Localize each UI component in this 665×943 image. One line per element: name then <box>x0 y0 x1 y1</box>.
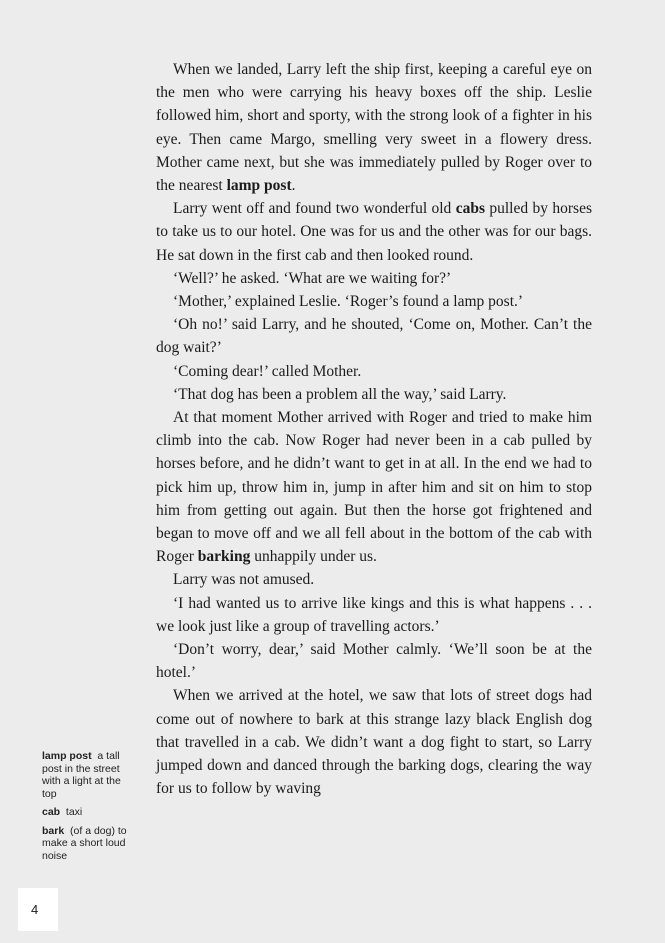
paragraph <box>156 360 592 383</box>
glossary-entry <box>42 750 134 800</box>
glossary-term: lamp post <box>42 750 92 762</box>
text-run: When we landed, Larry left the ship first, keeping a careful eye on the men who were carrying his heavy boxes off the ship. Leslie followed him, short and sporty, with the strong look of a fighter in his eye. Then came Margo, smelling very sweet in a flowery dress. Mother came next, but she was immediately pulled by Roger over to the nearest <box>156 61 592 195</box>
text-run: At that moment Mother arrived with Roger and tried to make him climb into the cab. Now Roger had never been in a cab pulled by horses before, and he didn’t want to get in at all. In the end we had to pick him up, throw him in, jump in after him and sit on him to stop him from getting out again. But then the horse got frightened and began to move off and we all fell about in the bottom of the cab with Roger <box>156 409 592 566</box>
text-run: pulled by horses to take us to our hotel. One was for us and the other was for our bags. He sat down in the first cab and then looked round. <box>156 200 592 264</box>
text-run: unhappily under us. <box>250 548 377 566</box>
text-run: ‘Oh no!’ said Larry, and he shouted, ‘Come on, Mother. Can’t the dog wait?’ <box>156 316 592 357</box>
text-run: Larry was not amused. <box>173 571 315 589</box>
text-run: ‘That dog has been a problem all the way,’ said Larry. <box>173 385 507 403</box>
paragraph <box>156 197 592 267</box>
glossary-definition: taxi <box>60 806 83 818</box>
glossary-entry <box>42 806 134 819</box>
glossary-word-bold: cabs <box>455 200 485 218</box>
text-run: ‘Coming dear!’ called Mother. <box>173 362 362 380</box>
glossary-definition: (of a dog) to make a short loud noise <box>42 824 127 862</box>
paragraph <box>156 638 592 684</box>
text-run: ‘Mother,’ explained Leslie. ‘Roger’s found a lamp post.’ <box>173 293 524 311</box>
page-number: 4 <box>31 902 39 917</box>
paragraph <box>156 290 592 313</box>
glossary-definition: a tall post in the street with a light at the top <box>42 750 121 800</box>
text-run: ‘I had wanted us to arrive like kings and this is what happens . . . we look just like a group of travelling actors.’ <box>156 594 592 635</box>
paragraph <box>156 58 592 197</box>
text-run: Larry went off and found two wonderful old <box>173 200 456 218</box>
body-text <box>156 58 592 801</box>
text-run: When we arrived at the hotel, we saw that lots of street dogs had come out of nowhere to bark at this strange lazy black English dog that travelled in a cab. We didn’t want a dog fight to start, so Larry jumped down and danced through the barking dogs, clearing the way for us to follow by waving <box>156 687 592 798</box>
paragraph <box>156 267 592 290</box>
paragraph <box>156 684 592 800</box>
glossary-word-bold: lamp post <box>226 177 292 195</box>
paragraph <box>156 313 592 359</box>
paragraph <box>156 383 592 406</box>
text-run: . <box>291 177 296 195</box>
paragraph <box>156 592 592 638</box>
text-run: ‘Don’t worry, dear,’ said Mother calmly. ‘We’ll soon be at the hotel.’ <box>156 641 592 682</box>
glossary-term: cab <box>42 806 61 818</box>
text-run: ‘Well?’ he asked. ‘What are we waiting for?’ <box>173 269 452 287</box>
glossary <box>42 750 134 868</box>
paragraph <box>156 568 592 591</box>
glossary-word-bold: barking <box>197 548 251 566</box>
page-number-box <box>18 888 58 931</box>
glossary-entry <box>42 825 134 863</box>
glossary-term: bark <box>42 824 65 837</box>
paragraph <box>156 406 592 568</box>
